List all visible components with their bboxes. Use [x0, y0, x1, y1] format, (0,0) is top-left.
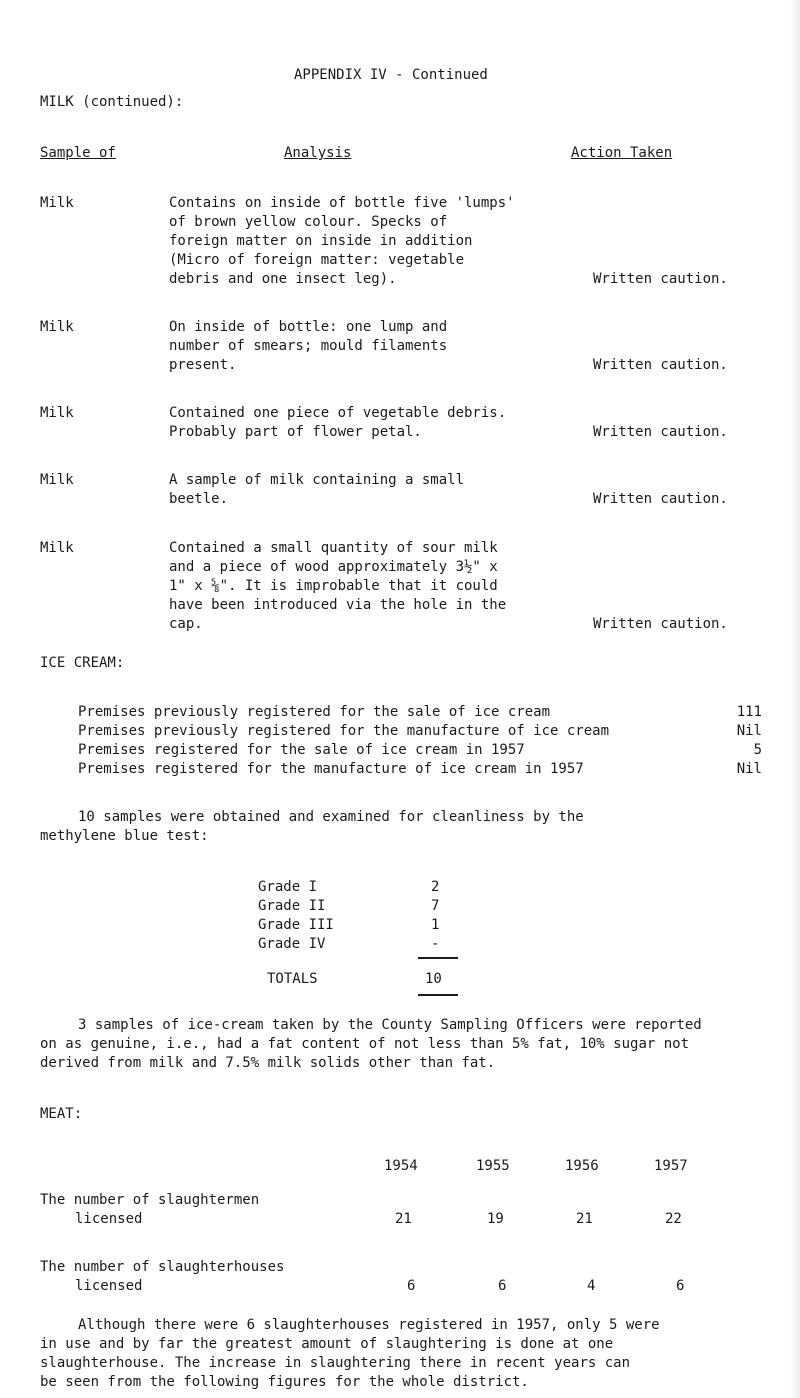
meat-paragraph-line: slaughterhouse. The increase in slaughtering there in recent years can	[40, 1355, 631, 1371]
action-cell: Written caution.	[593, 424, 728, 440]
analysis-line: beetle.	[169, 491, 229, 507]
sample-cell: Milk	[40, 195, 74, 211]
analysis-line: On inside of bottle: one lump and	[169, 319, 448, 335]
year-header: 1954	[384, 1158, 418, 1174]
grade-count: -	[431, 936, 440, 952]
analysis-line: and a piece of wood approximately 3½" x	[169, 559, 498, 575]
year-header: 1957	[654, 1158, 688, 1174]
analysis-line: foreign matter on inside in addition	[169, 233, 473, 249]
premises-label: Premises registered for the manufacture of ice cream in 1957	[78, 761, 584, 777]
sample-cell: Milk	[40, 405, 74, 421]
action-cell: Written caution.	[593, 357, 728, 373]
sample-cell: Milk	[40, 472, 74, 488]
meat-row-label: licensed	[75, 1211, 143, 1227]
analysis-line: Probably part of flower petal.	[169, 424, 422, 440]
meat-row-label: The number of slaughterhouses	[40, 1259, 285, 1275]
totals-rule-top	[418, 957, 458, 959]
grade-count: 1	[431, 917, 440, 933]
totals-value: 10	[425, 971, 442, 987]
meat-row-label: licensed	[75, 1278, 143, 1294]
column-header-sample: Sample of	[40, 145, 116, 161]
grade-label: Grade I	[258, 879, 318, 895]
meat-cell: 21	[395, 1211, 412, 1227]
county-note-line: on as genuine, i.e., had a fat content of not less than 5% fat, 10% sugar not	[40, 1036, 690, 1052]
premises-value: Nil	[736, 723, 762, 739]
grade-count: 2	[431, 879, 440, 895]
column-header-analysis: Analysis	[284, 145, 352, 161]
page-edge-shadow	[790, 0, 800, 1398]
analysis-line: Contained a small quantity of sour milk	[169, 540, 498, 556]
analysis-line: Contains on inside of bottle five 'lumps'	[169, 195, 515, 211]
sample-cell: Milk	[40, 319, 74, 335]
action-cell: Written caution.	[593, 616, 728, 632]
analysis-line: (Micro of foreign matter: vegetable	[169, 252, 465, 268]
meat-cell: 6	[498, 1278, 507, 1294]
grade-label: Grade III	[258, 917, 334, 933]
meat-paragraph-line: in use and by far the greatest amount of slaughtering is done at one	[40, 1336, 614, 1352]
meat-cell: 6	[407, 1278, 416, 1294]
sample-cell: Milk	[40, 540, 74, 556]
samples-intro-line: methylene blue test:	[40, 828, 209, 844]
meat-cell: 6	[676, 1278, 685, 1294]
column-header-action: Action Taken	[571, 145, 673, 161]
county-note-line: derived from milk and 7.5% milk solids other than fat.	[40, 1055, 496, 1071]
grade-count: 7	[431, 898, 440, 914]
premises-label: Premises previously registered for the sale of ice cream	[78, 704, 551, 720]
totals-rule-bottom	[418, 994, 458, 996]
meat-paragraph-line: Although there were 6 slaughterhouses registered in 1957, only 5 were	[78, 1317, 660, 1333]
meat-cell: 22	[665, 1211, 682, 1227]
meat-row-label: The number of slaughtermen	[40, 1192, 260, 1208]
grade-label: Grade II	[258, 898, 326, 914]
premises-value: 111	[736, 704, 762, 720]
action-cell: Written caution.	[593, 491, 728, 507]
premises-label: Premises previously registered for the manufacture of ice cream	[78, 723, 610, 739]
section-heading-meat: MEAT:	[40, 1106, 83, 1122]
action-cell: Written caution.	[593, 271, 728, 287]
analysis-line: present.	[169, 357, 237, 373]
samples-intro-line: 10 samples were obtained and examined for cleanliness by the	[78, 809, 584, 825]
section-heading-ice-cream: ICE CREAM:	[40, 655, 125, 671]
appendix-title: APPENDIX IV - Continued	[294, 67, 488, 83]
analysis-line: debris and one insect leg).	[169, 271, 397, 287]
analysis-line: 1" x ⅝". It is improbable that it could	[169, 578, 498, 594]
year-header: 1955	[476, 1158, 510, 1174]
totals-label: TOTALS	[267, 971, 318, 987]
analysis-line: A sample of milk containing a small	[169, 472, 465, 488]
premises-label: Premises registered for the sale of ice cream in 1957	[78, 742, 525, 758]
meat-cell: 4	[587, 1278, 596, 1294]
year-header: 1956	[565, 1158, 599, 1174]
section-heading-milk: MILK (continued):	[40, 94, 184, 110]
meat-cell: 21	[576, 1211, 593, 1227]
analysis-line: cap.	[169, 616, 203, 632]
analysis-line: Contained one piece of vegetable debris.	[169, 405, 507, 421]
meat-cell: 19	[487, 1211, 504, 1227]
premises-value: Nil	[736, 761, 762, 777]
grade-label: Grade IV	[258, 936, 326, 952]
county-note-line: 3 samples of ice-cream taken by the County Sampling Officers were reported	[78, 1017, 702, 1033]
premises-value: 5	[753, 742, 762, 758]
analysis-line: number of smears; mould filaments	[169, 338, 448, 354]
analysis-line: of brown yellow colour. Specks of	[169, 214, 448, 230]
meat-paragraph-line: be seen from the following figures for the whole district.	[40, 1374, 529, 1390]
analysis-line: have been introduced via the hole in the	[169, 597, 507, 613]
